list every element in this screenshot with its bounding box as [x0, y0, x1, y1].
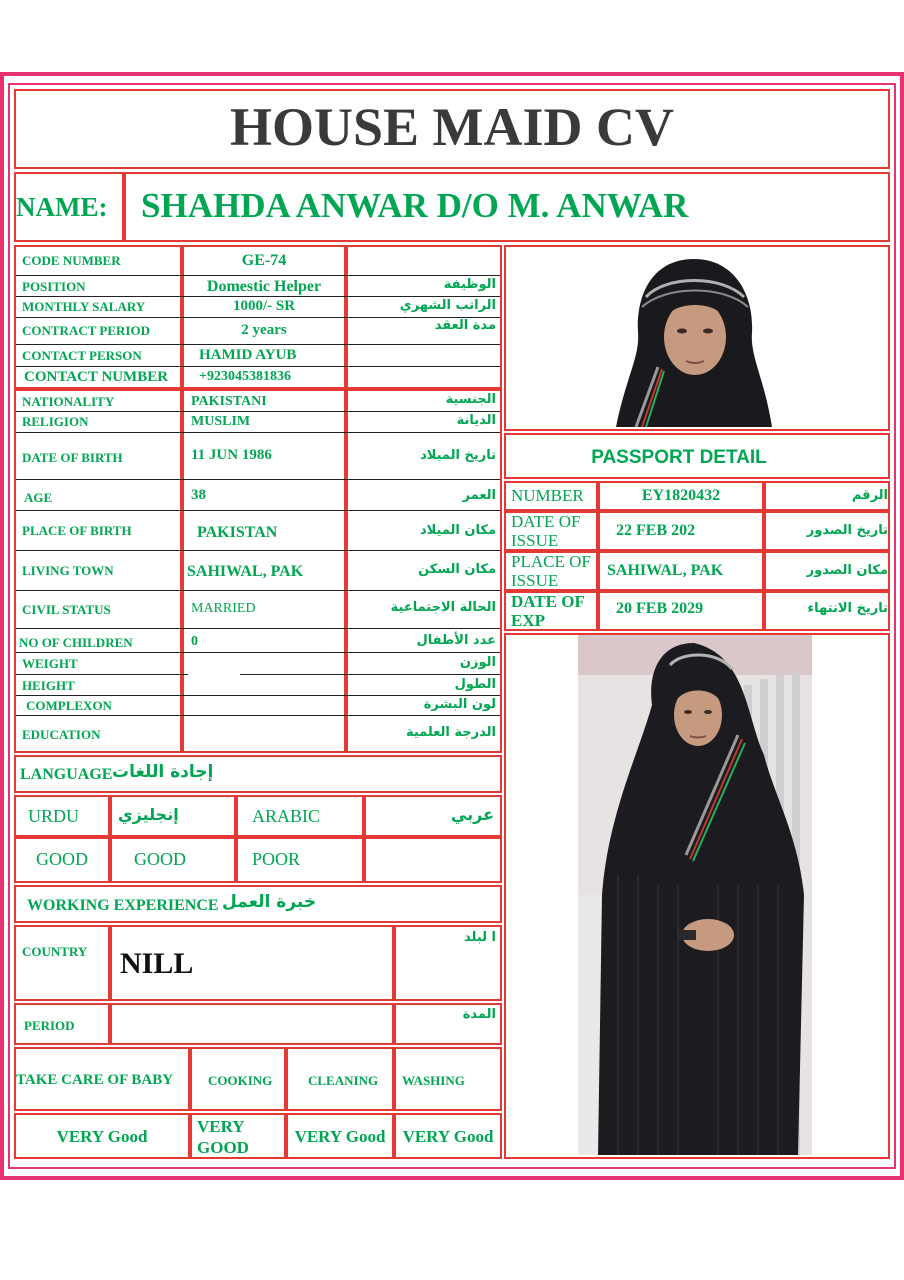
- label-contact-person: CONTACT PERSON: [22, 348, 142, 363]
- skill-baby-level: VERY Good: [56, 1127, 148, 1146]
- pp-issue-arabic: تاريخ الصدور: [806, 523, 888, 538]
- lang-arabic-arabic: عربي: [450, 805, 494, 824]
- pp-issue-value: 22 FEB 202: [616, 522, 696, 539]
- arabic-position: الوظيفة: [443, 277, 496, 292]
- country-arabic: ا لبلد: [464, 930, 496, 945]
- arabic-complexon: لون البشرة: [423, 697, 496, 712]
- label-monthly-salary: MONTHLY SALARY: [22, 299, 146, 314]
- skill-washing-level: VERY Good: [402, 1127, 494, 1146]
- lang-arabic-level: POOR: [252, 849, 301, 869]
- lang-empty-box: [364, 837, 502, 883]
- lang-english-arabic: إنجليزي: [118, 805, 179, 824]
- experience-heading-arabic: خبرة العمل: [222, 892, 317, 912]
- value-nationality: PAKISTANI: [191, 394, 267, 409]
- value-place-of-birth: PAKISTAN: [197, 524, 278, 541]
- country-value: NILL: [120, 947, 194, 980]
- label-contract-period: CONTRACT PERIOD: [22, 323, 150, 338]
- arabic-date-of-birth: تاريخ الميلاد: [420, 448, 496, 463]
- label-age: AGE: [24, 490, 53, 505]
- pp-exp-value: 20 FEB 2029: [616, 600, 704, 617]
- arabic-education: الدرجة العلمية: [406, 725, 496, 740]
- arabic-living-town: مكان السكن: [418, 562, 496, 577]
- pp-issue-label: DATE OF ISSUE: [511, 512, 581, 550]
- page-title: HOUSE MAID CV: [229, 97, 675, 157]
- pp-exp-label: DATE OF EXP: [511, 592, 585, 630]
- label-contact-number: CONTACT NUMBER: [24, 369, 169, 385]
- value-religion: MUSLIM: [191, 414, 251, 429]
- arabic-contract-period: مدة العقد: [434, 318, 496, 333]
- pp-exp-arabic: تاريخ الانتهاء: [807, 601, 888, 616]
- value-living-town: SAHIWAL, PAK: [187, 563, 304, 580]
- lang-english-level: GOOD: [134, 849, 186, 869]
- value-monthly-salary: 1000/- SR: [232, 298, 296, 314]
- label-date-of-birth: DATE OF BIRTH: [22, 450, 123, 465]
- lang-urdu: URDU: [28, 806, 80, 826]
- skill-cooking-level: VERY GOOD: [197, 1117, 249, 1157]
- label-position: POSITION: [22, 279, 86, 294]
- language-heading: LANGUAGE: [20, 766, 113, 783]
- skill-cleaning: CLEANING: [308, 1073, 379, 1088]
- arabic-monthly-salary: الراتب الشهري: [399, 298, 496, 313]
- arabic-religion: الديانة: [456, 413, 496, 428]
- label-weight: WEIGHT: [22, 656, 78, 671]
- value-age: 38: [191, 487, 206, 503]
- experience-heading: WORKING EXPERIENCE: [27, 897, 219, 914]
- value-contact-person: HAMID AYUB: [199, 347, 297, 363]
- value-code-number: GE-74: [241, 252, 287, 269]
- name-value: SHAHDA ANWAR D/O M. ANWAR: [141, 186, 689, 225]
- period-arabic: المدة: [462, 1007, 496, 1022]
- label-nationality: NATIONALITY: [22, 394, 115, 409]
- pp-number-value: EY1820432: [641, 487, 721, 504]
- value-contract-period: 2 years: [241, 322, 287, 338]
- arabic-weight: الوزن: [459, 655, 496, 670]
- label-religion: RELIGION: [22, 414, 89, 429]
- skill-cooking: COOKING: [208, 1073, 273, 1088]
- full-body-photo: [578, 635, 812, 1155]
- name-label: NAME:: [16, 192, 108, 222]
- value-civil-status: MARRIED: [191, 601, 256, 616]
- lang-arabic: ARABIC: [252, 806, 321, 826]
- label-no-of-children: NO OF CHILDREN: [19, 635, 133, 650]
- label-height: HEIGHT: [22, 678, 75, 693]
- label-complexon: COMPLEXON: [26, 698, 112, 713]
- value-position: Domestic Helper: [206, 278, 322, 295]
- skill-baby: TAKE CARE OF BABY: [16, 1072, 174, 1088]
- pp-place-arabic: مكان الصدور: [806, 563, 888, 578]
- arabic-civil-status: الحالة الاجتماعية: [390, 600, 496, 615]
- pp-number-label: NUMBER: [511, 486, 584, 505]
- label-living-town: LIVING TOWN: [22, 563, 114, 578]
- lang-urdu-level: GOOD: [36, 849, 88, 869]
- arabic-nationality: الجنسية: [445, 392, 496, 407]
- arabic-height: الطول: [454, 677, 496, 692]
- pp-place-value: SAHIWAL, PAK: [607, 562, 724, 579]
- country-label-box: [14, 925, 110, 1001]
- skill-washing: WASHING: [402, 1073, 465, 1088]
- value-no-of-children: 0: [191, 634, 198, 649]
- pp-number-arabic: الرقم: [851, 488, 888, 503]
- label-code-number: CODE NUMBER: [22, 253, 121, 268]
- skill-cleaning-level: VERY Good: [294, 1127, 386, 1146]
- period-value-box: [110, 1003, 394, 1045]
- headshot-photo: [606, 257, 782, 427]
- label-place-of-birth: PLACE OF BIRTH: [22, 523, 132, 538]
- arabic-no-of-children: عدد الأطفال: [416, 633, 496, 648]
- passport-heading: PASSPORT DETAIL: [591, 447, 767, 468]
- language-heading-arabic: إجادة اللغات: [112, 762, 214, 782]
- country-label: COUNTRY: [22, 944, 88, 959]
- value-contact-number: +923045381836: [199, 369, 291, 384]
- arabic-age: العمر: [462, 488, 496, 503]
- label-education: EDUCATION: [22, 727, 101, 742]
- arabic-place-of-birth: مكان الميلاد: [419, 523, 496, 538]
- period-label: PERIOD: [24, 1018, 75, 1033]
- pp-place-label: PLACE OF ISSUE: [511, 552, 591, 590]
- label-civil-status: CIVIL STATUS: [22, 602, 111, 617]
- value-date-of-birth: 11 JUN 1986: [191, 447, 272, 463]
